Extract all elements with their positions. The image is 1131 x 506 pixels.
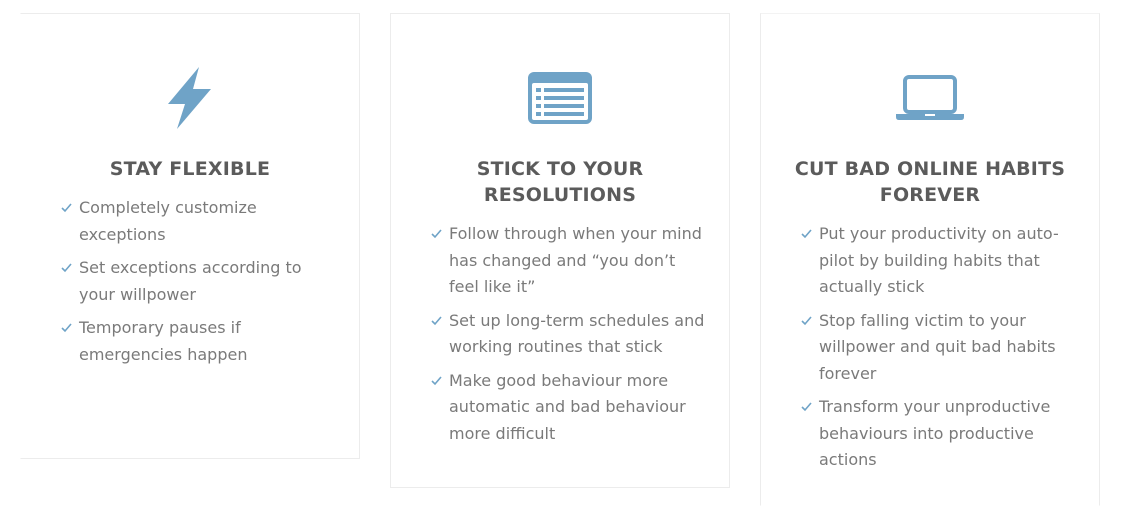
list-item [431, 221, 709, 301]
list-item-text: Completely customize exceptions [79, 198, 257, 244]
feature-list [61, 195, 339, 375]
list-item-text: Temporary pauses if emergencies happen [79, 318, 248, 364]
list-item-text: Set exceptions according to your willpower [79, 258, 302, 304]
check-icon [61, 202, 72, 213]
check-icon [61, 322, 72, 333]
list-item [431, 368, 709, 448]
list-item-text: Set up long-term schedules and working routines that stick [449, 310, 705, 356]
list-item-text: Stop falling victim to your willpower and quit bad habits forever [819, 310, 1056, 383]
check-icon [61, 262, 72, 273]
lightning-icon [21, 66, 359, 130]
list-item-text: Put your productivity on auto-pilot by building habits that actually stick [819, 224, 1059, 296]
list-item [801, 221, 1079, 301]
list-window-icon [391, 66, 729, 130]
list-item [431, 308, 709, 361]
card-title: CUT BAD ONLINE HABITS FOREVER [794, 158, 1066, 206]
laptop-icon [761, 66, 1099, 130]
list-item [61, 255, 339, 308]
list-item [801, 308, 1079, 388]
feature-card-cut-bad-habits [760, 13, 1100, 506]
feature-card-stay-flexible [20, 13, 360, 459]
card-title: STICK TO YOUR RESOLUTIONS [476, 158, 644, 206]
list-item [61, 195, 339, 248]
feature-list [431, 221, 709, 454]
check-icon [801, 401, 812, 412]
check-icon [801, 315, 812, 326]
list-item [61, 315, 339, 368]
list-item-text: Transform your unproductive behaviours into productive actions [819, 397, 1051, 469]
check-icon [801, 228, 812, 239]
check-icon [431, 228, 442, 239]
feature-list [801, 221, 1079, 481]
list-item-text: Follow through when your mind has changed and “you don’t feel like it” [449, 224, 702, 296]
card-title: STAY FLEXIBLE [109, 158, 271, 180]
check-icon [431, 315, 442, 326]
check-icon [431, 375, 442, 386]
list-item [801, 394, 1079, 474]
list-item-text: Make good behaviour more automatic and bad behaviour more difficult [449, 370, 686, 443]
feature-card-stick-to-resolutions [390, 13, 730, 488]
